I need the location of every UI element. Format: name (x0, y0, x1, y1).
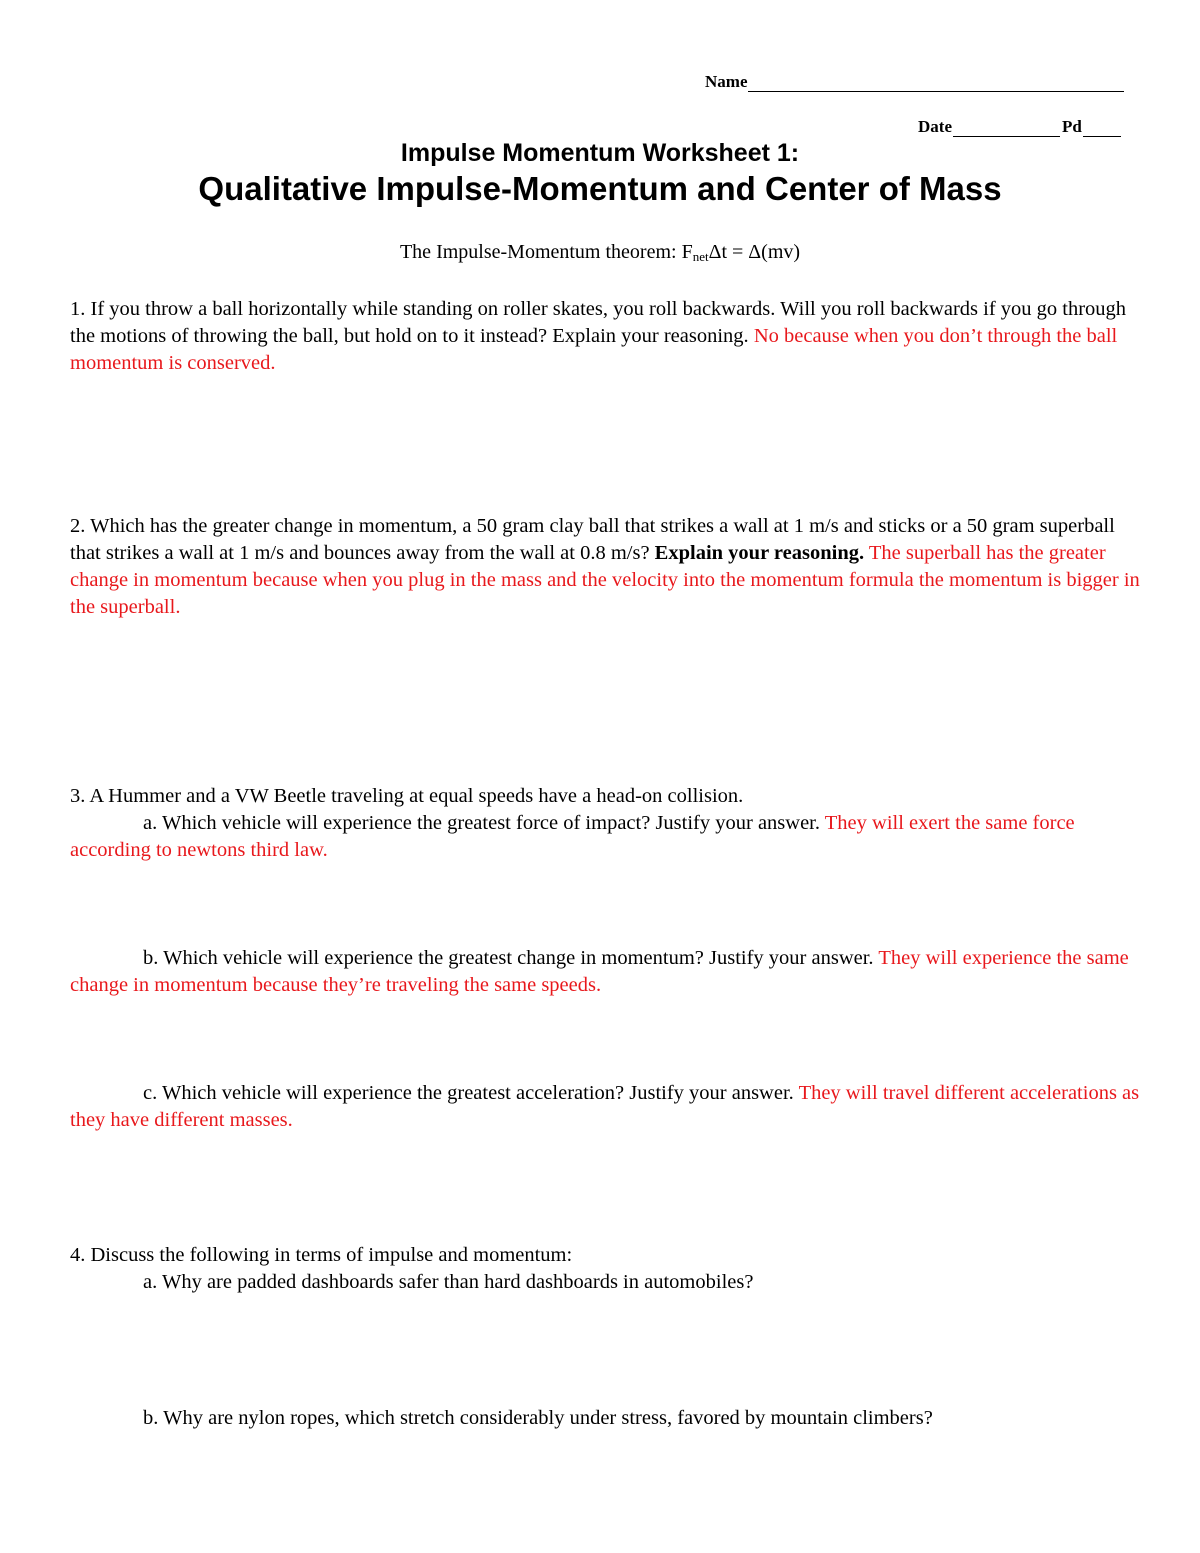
name-field (705, 72, 1124, 92)
theorem-prefix: The Impulse-Momentum theorem: F (399, 241, 693, 263)
question-1 (70, 296, 1140, 377)
question-2-answer: The superball has the greater change in momentum because when you plug in the mass and the velocity into the momentum formula the momentum is bigger in the superball. (70, 542, 1140, 618)
question-3c-text: c. Which vehicle will experience the greatest acceleration? Justify your answer. (143, 1082, 794, 1104)
question-3 (70, 783, 1140, 864)
period-label: Pd (1061, 117, 1082, 136)
question-3c (70, 1080, 1140, 1134)
question-3a-text: a. Which vehicle will experience the greatest force of impact? Justify your answer. (143, 812, 820, 834)
question-3b (70, 945, 1140, 999)
date-label: Date (918, 117, 952, 136)
date-period-field (918, 117, 1121, 137)
question-4b (70, 1405, 1140, 1432)
theorem-statement (0, 241, 1200, 265)
period-blank[interactable] (1083, 119, 1121, 137)
worksheet-title: Impulse Momentum Worksheet 1: (400, 139, 800, 167)
name-blank[interactable] (748, 74, 1124, 92)
name-label: Name (705, 72, 748, 91)
question-1-text: 1. If you throw a ball horizontally while standing on roller skates, you roll backwards. Will you roll backwards if you go through the motions of throwing the ball, but hold on to it instead? Explain your reasoning. (70, 298, 1127, 347)
question-3b-answer: They will experience the same change in momentum because they’re traveling the same speeds. (70, 947, 1129, 996)
question-2-emphasis: Explain your reasoning. (654, 542, 865, 564)
question-3a-answer: They will exert the same force according to newtons third law. (70, 812, 1075, 861)
question-3a (70, 810, 1140, 864)
question-1-answer: No because when you don’t through the ball momentum is conserved. (70, 325, 1118, 374)
theorem-suffix: Δt = Δ(mv) (708, 241, 801, 263)
worksheet-subtitle: Qualitative Impulse-Momentum and Center of Mass (198, 170, 1002, 207)
question-4-text: 4. Discuss the following in terms of impulse and momentum: (70, 1244, 573, 1266)
question-3-text: 3. A Hummer and a VW Beetle traveling at equal speeds have a head-on collision. (70, 785, 744, 807)
question-2-text: 2. Which has the greater change in momentum, a 50 gram clay ball that strikes a wall at 1 m/s and sticks or a 50 gram superball that strikes a wall at 1 m/s and bounces away from the wall at 0.8 m/s? (70, 515, 1115, 564)
question-4a-text: a. Why are padded dashboards safer than hard dashboards in automobiles? (143, 1271, 754, 1293)
question-4 (70, 1242, 1140, 1296)
question-3c-answer: They will travel different accelerations as they have different masses. (70, 1082, 1140, 1131)
question-2 (70, 513, 1140, 621)
question-4b-text: b. Why are nylon ropes, which stretch considerably under stress, favored by mountain climbers? (143, 1407, 933, 1429)
theorem-subscript: net (692, 249, 709, 264)
question-3b-text: b. Which vehicle will experience the greatest change in momentum? Justify your answer. (143, 947, 874, 969)
date-blank[interactable] (953, 119, 1060, 137)
